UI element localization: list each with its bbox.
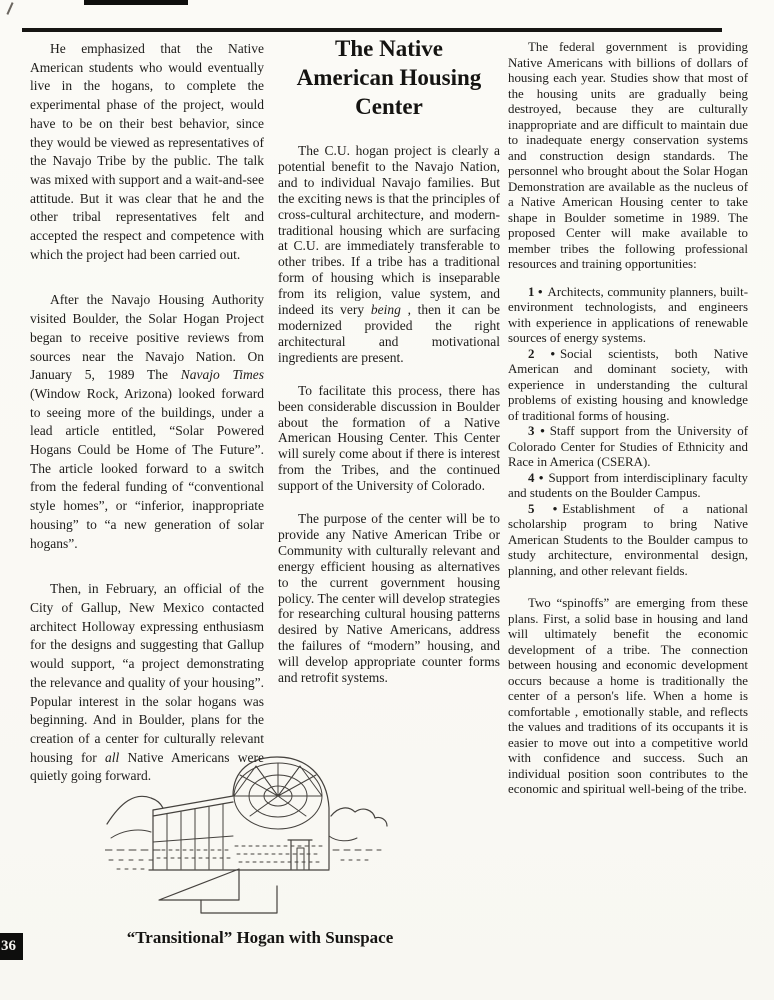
list-number: 4 • — [528, 470, 544, 485]
list-item — [508, 502, 748, 580]
paragraph: Two “spinoffs” are emerging from these plans. First, a solid base in housing and land will ultimately benefit the economic development of a tribe. The connection between housing and economic development occurs because a home is traditionally the center of a person's life. When a home is comfortable , emotionally stable, and reflects the values and traditions of its occupants it is easier to move out into a competitive world with confidence and success. Such an individual position soon contributes to the economic and spiritual well-being of the tribe. — [508, 596, 748, 796]
page-number: 36 — [0, 933, 23, 960]
list-number: 5 • — [528, 501, 558, 516]
hogan-figure — [105, 750, 425, 922]
sunspace — [149, 796, 329, 870]
scan-artifact-scratch — [6, 2, 13, 15]
paragraph: The federal government is providing Native Americans with billions of dollars of housing each year. Studies show that most of the housing units are gradually being destroyed, because they are culturally inappropriate and are difficult to maintain due to inadequate energy conservation systems and construction design standards. The personnel who brought about the Solar Hogan Demonstration are available as the nucleus of a Native American Housing center to take shape in Boulder sometime in 1989. The proposed Center will make available to member tribes the following professional resources and training opportunities: — [508, 40, 748, 271]
scan-artifact-bar — [84, 0, 188, 5]
landscape-right — [329, 808, 387, 860]
list-number: 2 • — [528, 346, 555, 361]
dome — [233, 757, 329, 869]
hogan-sketch-drawing — [105, 750, 425, 922]
paragraph: The purpose of the center will be to provide any Native American Tribe or Community with culturally relevant and energy efficient housing as alternatives to the current government housing policy. The center will develop strategies for researching cultural housing patterns desired by Native Americans, address the failures of “modern” housing, and will develop appropriate counter forms and retrofit systems. — [278, 511, 500, 686]
list-text: Establishment of a national scholarship program to bring Native American Students to the Boulder campus to study architecture, environmental design, planning, and other relevant fields. — [508, 501, 748, 578]
paragraph: To facilitate this process, there has been considerable discussion in Boulder about the formation of a Native American Housing Center. This Center will surely come about if there is interest from the Tribes, and the continued support of the University of Colorado. — [278, 382, 500, 494]
top-rule — [22, 28, 722, 32]
right-column — [508, 40, 748, 798]
list-text: Support from interdisciplinary faculty and students on the Boulder Campus. — [508, 470, 748, 500]
list-item — [508, 285, 748, 347]
list-item — [508, 424, 748, 471]
paragraph: Then, in February, an official of the City of Gallup, New Mexico contacted architect Holloway expressing enthusiasm for the designs and suggesting that Gallup would support, “a project demonstrating the relevance and quality of your housing”. Popular interest in the solar hogans was beginning. And in Boulder, plans for the creation of a center for culturally relevant housing for all Native Americans were quietly going forward. — [30, 581, 264, 784]
paragraph: He emphasized that the Native American students who would eventually live in the hogans, to complete the experimental phase of the project, would have to be on their best behavior, since they would be viewed as representatives of the Navajo Tribe by the public. The talk was mixed with support and a wait-and-see attitude. But it was clear that he and the other tribal representatives felt and accepted the respect and competence with which the project had been carried out. — [30, 41, 264, 262]
list-number: 3 • — [528, 424, 545, 438]
paragraph: The C.U. hogan project is clearly a potential benefit to the Navajo Nation, and to individual Navajo families. But the exciting news is that the principles of cross-cultural architecture, and modern-traditional housing which are surfacing at C.U. are immediately transferable to other tribes. If a tribe has a traditional form of housing which is inseparable from its religion, value system, and indeed its very being , then it can be modernized provided the right architectural and motivational ingredients are present. — [278, 143, 500, 365]
list-text: Social scientists, both Native American and dominant society, with experience in understanding the cultural problems of existing housing and knowledge of traditional forms of housing. — [508, 346, 749, 423]
landscape-left — [105, 796, 163, 869]
berm-ramp — [159, 869, 277, 913]
center-column — [278, 34, 500, 703]
figure-caption: “Transitional” Hogan with Sunspace — [126, 928, 394, 947]
left-column — [30, 40, 264, 813]
list-item — [508, 471, 748, 502]
list-item — [508, 347, 748, 425]
list-number: 1 • — [528, 284, 543, 299]
list-text: Architects, community planners, built-environment technologists, and engineers with experience in applications of renewable sources of energy systems. — [508, 284, 749, 345]
article-title: The Native American Housing Center — [296, 36, 482, 119]
paragraph: After the Navajo Housing Authority visited Boulder, the Solar Hogan Project began to receive positive reviews from sources near the Navajo Nation. On January 5, 1989 The Navajo Times (Window Rock, Arizona) looked forward to seeing more of the buildings, under a lead article entitled, “Solar Powered Hogans Could be Home of The Future”. The article looked forward to a switch from the federal funding of “conventional style homes”, or “inferior, inappropriate housing” to “a new generation of solar hogans”. — [30, 292, 264, 551]
list-text: Staff support from the University of Colorado Center for Studies of Ethnicity and Race in America (CSERA). — [508, 424, 749, 469]
